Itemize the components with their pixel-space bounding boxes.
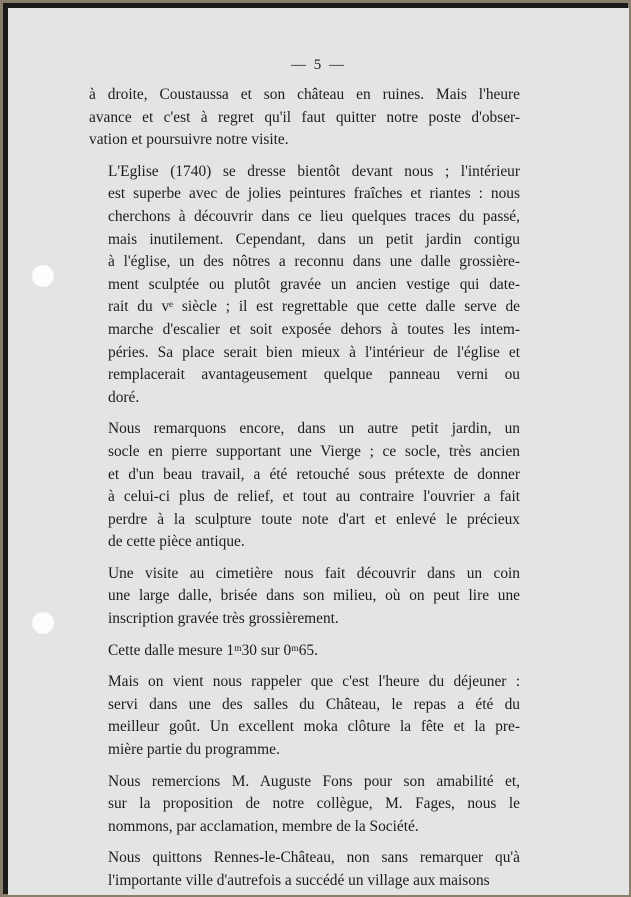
text-line: Nous remercions M. Auguste Fons pour son amabilité et, bbox=[108, 772, 520, 790]
text-line: avance et c'est à regret qu'il faut quitter notre poste d'obser- bbox=[89, 108, 520, 126]
text-line: une large dalle, brisée dans son milieu, où on peut lire une bbox=[108, 587, 520, 605]
text-line: Nous remarquons encore, dans un autre petit jardin, un bbox=[108, 420, 520, 438]
paragraph bbox=[89, 771, 520, 839]
text-line: nommons, par acclamation, membre de la Société. bbox=[108, 817, 419, 835]
text-line: cherchons à découvrir dans ce lieu quelques traces du passé, bbox=[108, 207, 520, 225]
text-line: Nous quittons Rennes-le-Château, non sans remarquer qu'à bbox=[108, 849, 520, 867]
text-line: de cette pièce antique. bbox=[108, 533, 245, 551]
paragraph bbox=[89, 640, 520, 663]
text-line: L'Eglise (1740) se dresse bientôt devant nous ; l'intérieur bbox=[108, 162, 520, 180]
punch-hole bbox=[31, 264, 55, 288]
text-line: sur la proposition de notre collègue, M. Fages, nous le bbox=[108, 795, 520, 813]
text-line: socle en pierre supportant une Vierge ; ce socle, très ancien bbox=[108, 442, 520, 460]
text-line: meilleur goût. Un excellent moka clôture la fête et la pre- bbox=[108, 718, 520, 736]
text-line: remplacerait avantageusement quelque panneau verni ou bbox=[108, 366, 520, 384]
paragraph bbox=[89, 563, 520, 631]
text-line: à droite, Coustaussa et son château en ruines. Mais l'heure bbox=[89, 86, 520, 103]
text-line: marche d'escalier et soit exposée dehors à toutes les intem- bbox=[108, 320, 520, 338]
text-line: mais inutilement. Cependant, dans un petit jardin contigu bbox=[108, 230, 520, 248]
paragraph bbox=[89, 84, 520, 152]
body-text bbox=[89, 84, 520, 895]
text-line: et d'un beau travail, a été retouché sous prétexte de donner bbox=[108, 465, 520, 483]
text-line: l'importante ville d'autrefois a succédé un village aux maisons bbox=[108, 872, 490, 889]
text-line: Mais on vient nous rappeler que c'est l'heure du déjeuner : bbox=[108, 673, 520, 691]
text-line: vation et poursuivre notre visite. bbox=[89, 131, 289, 149]
text-line: à celui-ci plus de relief, et tout au contraire l'ouvrier a fait bbox=[108, 488, 520, 506]
text-line: rait du vᵉ siècle ; il est regrettable que cette dalle serve de bbox=[108, 298, 520, 316]
paragraph bbox=[89, 671, 520, 761]
text-line: Cette dalle mesure 1ᵐ30 sur 0ᵐ65. bbox=[108, 641, 318, 659]
scanned-page bbox=[8, 8, 629, 895]
text-line: à l'église, un des nôtres a reconnu dans une dalle grossière- bbox=[108, 253, 520, 271]
text-line: inscription gravée très grossièrement. bbox=[108, 610, 339, 628]
text-line: péries. Sa place serait bien mieux à l'intérieur de l'église et bbox=[108, 343, 520, 361]
text-line: mière partie du programme. bbox=[108, 741, 280, 759]
paragraph bbox=[89, 161, 520, 410]
punch-hole bbox=[31, 611, 55, 635]
text-line: servi dans une des salles du Château, le repas a été du bbox=[108, 695, 520, 713]
paragraph bbox=[89, 847, 520, 892]
text-line: Une visite au cimetière nous fait découvrir dans un coin bbox=[108, 564, 520, 582]
text-line: doré. bbox=[108, 388, 140, 406]
text-line: est superbe avec de jolies peintures fraîches et riantes : nous bbox=[108, 185, 520, 203]
text-line: perdre à la sculpture toute note d'art et enlevé le précieux bbox=[108, 510, 520, 528]
page-number: — 5 — bbox=[291, 57, 346, 73]
paragraph bbox=[89, 418, 520, 554]
text-line: ment sculptée ou plutôt gravée un ancien vestige qui date- bbox=[108, 275, 520, 293]
